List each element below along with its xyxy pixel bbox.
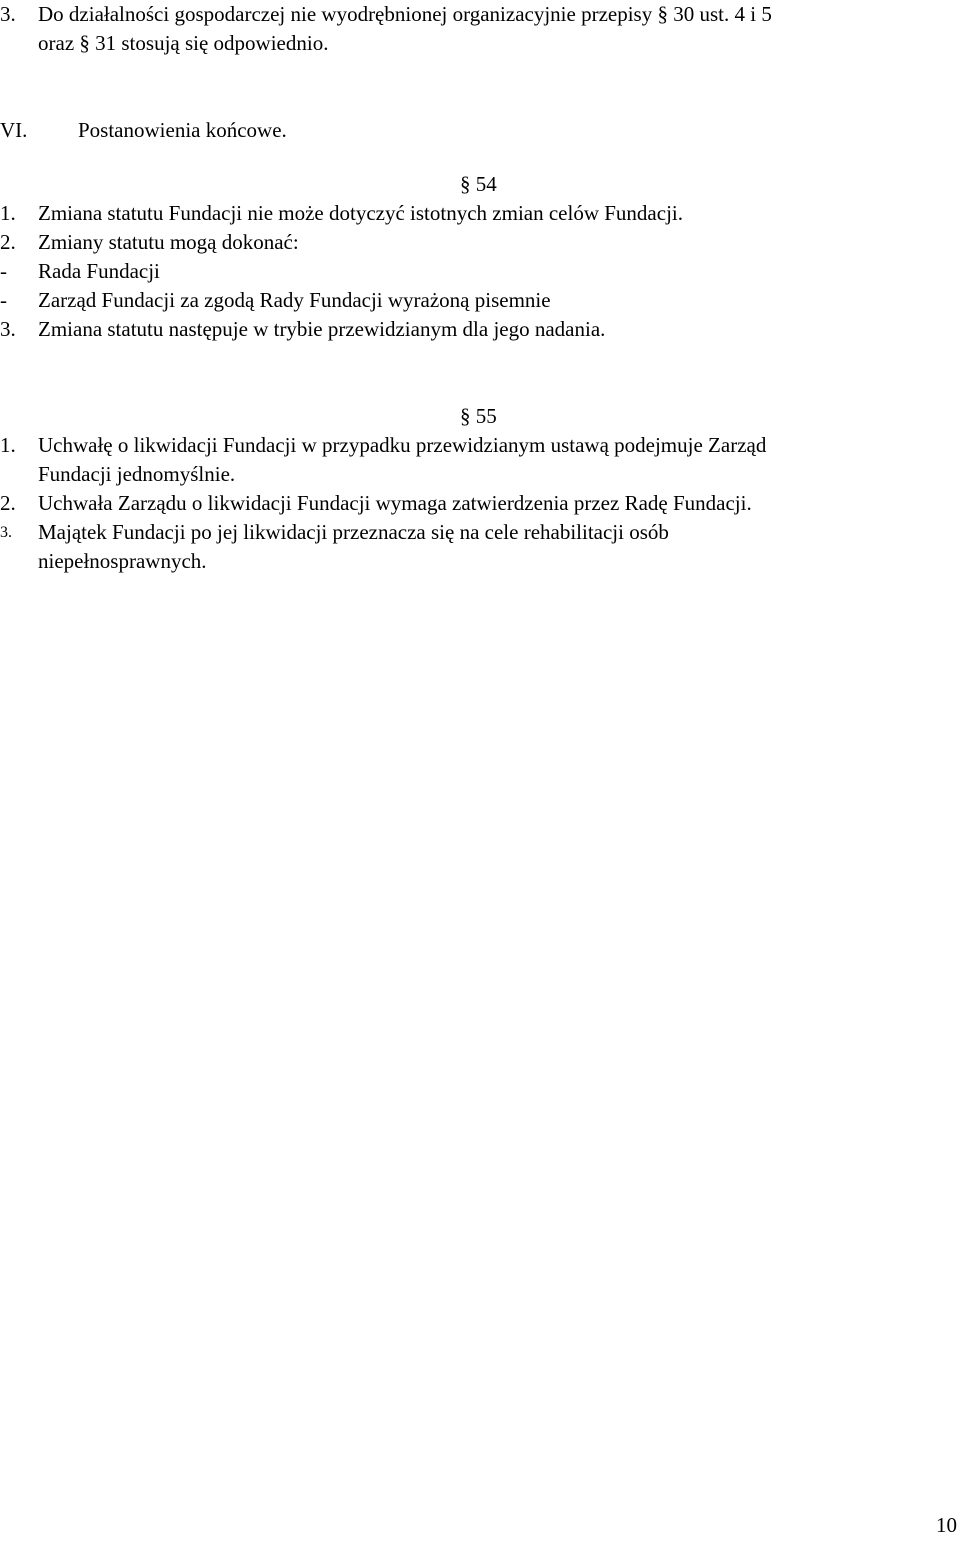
item-number: 2. xyxy=(0,491,16,515)
paragraph-54-heading: § 54 xyxy=(460,172,497,196)
item-number: 3. xyxy=(0,2,16,26)
section-title xyxy=(78,116,287,145)
item-number: 1. xyxy=(0,201,16,225)
item-text: Zmiany statutu mogą dokonać: xyxy=(38,230,299,254)
item-number: 3. xyxy=(0,317,16,341)
section-heading xyxy=(0,116,27,145)
item-text: Majątek Fundacji po jej likwidacji przeznacza się na cele rehabilitacji osób xyxy=(38,520,669,544)
item-number: 3. xyxy=(0,524,12,541)
item-text: Do działalności gospodarczej nie wyodrębnionej organizacyjnie przepisy § 30 ust. 4 i 5 xyxy=(38,2,772,26)
page-number: 10 xyxy=(936,1513,957,1537)
section-title-text: Postanowienia końcowe. xyxy=(78,118,287,142)
item-number: 2. xyxy=(0,230,16,254)
item-text: Uchwała Zarządu o likwidacji Fundacji wymaga zatwierdzenia przez Radę Fundacji. xyxy=(38,491,752,515)
item-text: Zmiana statutu Fundacji nie może dotyczyć istotnych zmian celów Fundacji. xyxy=(38,201,683,225)
dash-mark: - xyxy=(0,259,7,283)
dash-mark: - xyxy=(0,288,7,312)
item-text: Fundacji jednomyślnie. xyxy=(38,462,236,486)
section-number: VI. xyxy=(0,118,28,142)
paragraph-55-heading: § 55 xyxy=(460,404,497,428)
item-text: Uchwałę o likwidacji Fundacji w przypadku przewidzianym ustawą podejmuje Zarząd xyxy=(38,433,767,457)
item-text: oraz § 31 stosują się odpowiednio. xyxy=(38,31,329,55)
item-text: niepełnosprawnych. xyxy=(38,549,207,573)
dash-text: Zarząd Fundacji za zgodą Rady Fundacji wyrażoną pisemnie xyxy=(38,288,551,312)
item-text: Zmiana statutu następuje w trybie przewidzianym dla jego nadania. xyxy=(38,317,606,341)
item-number: 1. xyxy=(0,433,16,457)
dash-text: Rada Fundacji xyxy=(38,259,160,283)
